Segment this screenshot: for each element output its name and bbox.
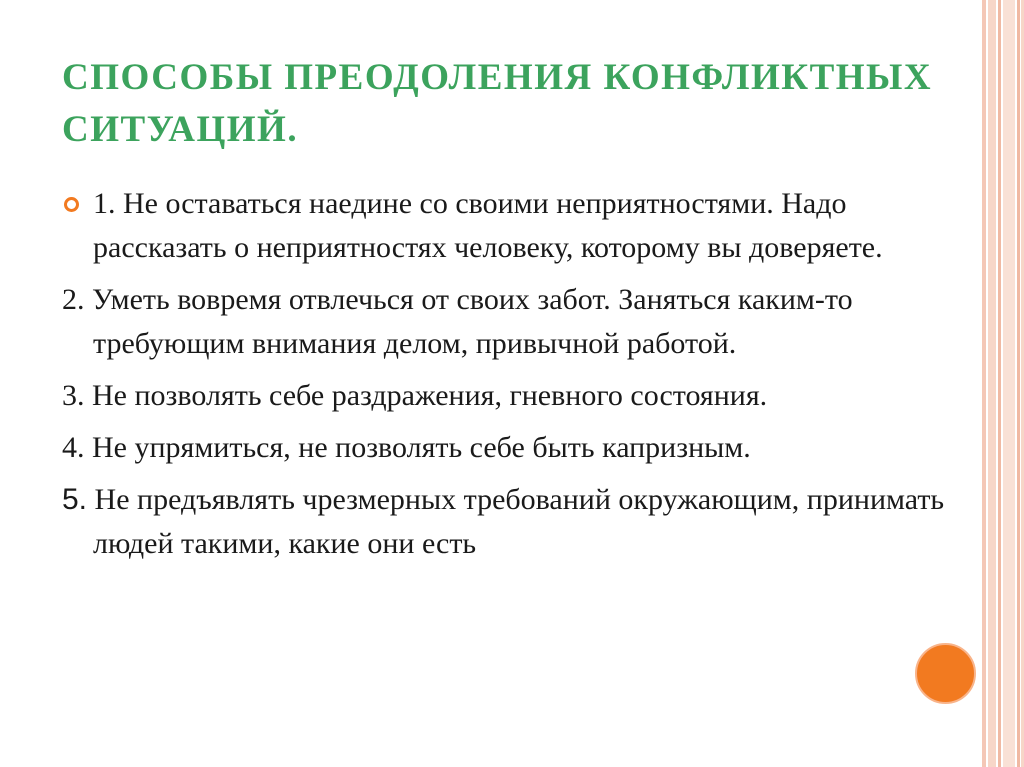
decor-stripe [1003,0,1015,767]
slide-content [62,182,977,574]
list-item-text: 3. Не позволять себе раздражения, гневного состояния. [62,379,768,412]
list-item-text: Не предъявлять чрезмерных требований окружающим, принимать людей такими, какие они есть [93,483,945,560]
list-item [62,182,977,270]
list-item [62,426,977,470]
decor-stripe [988,0,996,767]
ring-bullet-icon [64,197,79,212]
decor-stripe [982,0,986,767]
decor-stripe [1017,0,1020,767]
decor-stripe [998,0,1001,767]
list-item-text: 1. Не оставаться наедине со своими неприятностями. Надо рассказать о неприятностях человеку, которому вы доверяете. [93,187,883,264]
list-item-number: 5. [62,483,88,516]
list-item-text: 2. Уметь вовремя отвлечься от своих забот. Заняться каким-то требующим внимания делом, привычной работой. [62,283,853,360]
list-item [62,278,977,366]
list-item-text: 4. Не упрямиться, не позволять себе быть капризным. [62,431,751,464]
list-item [62,478,977,566]
slide-title: СПОСОБЫ ПРЕОДОЛЕНИЯ КОНФЛИКТНЫХ СИТУАЦИЙ. [62,57,933,150]
list-item [62,374,977,418]
orange-circle-decoration [915,643,976,704]
